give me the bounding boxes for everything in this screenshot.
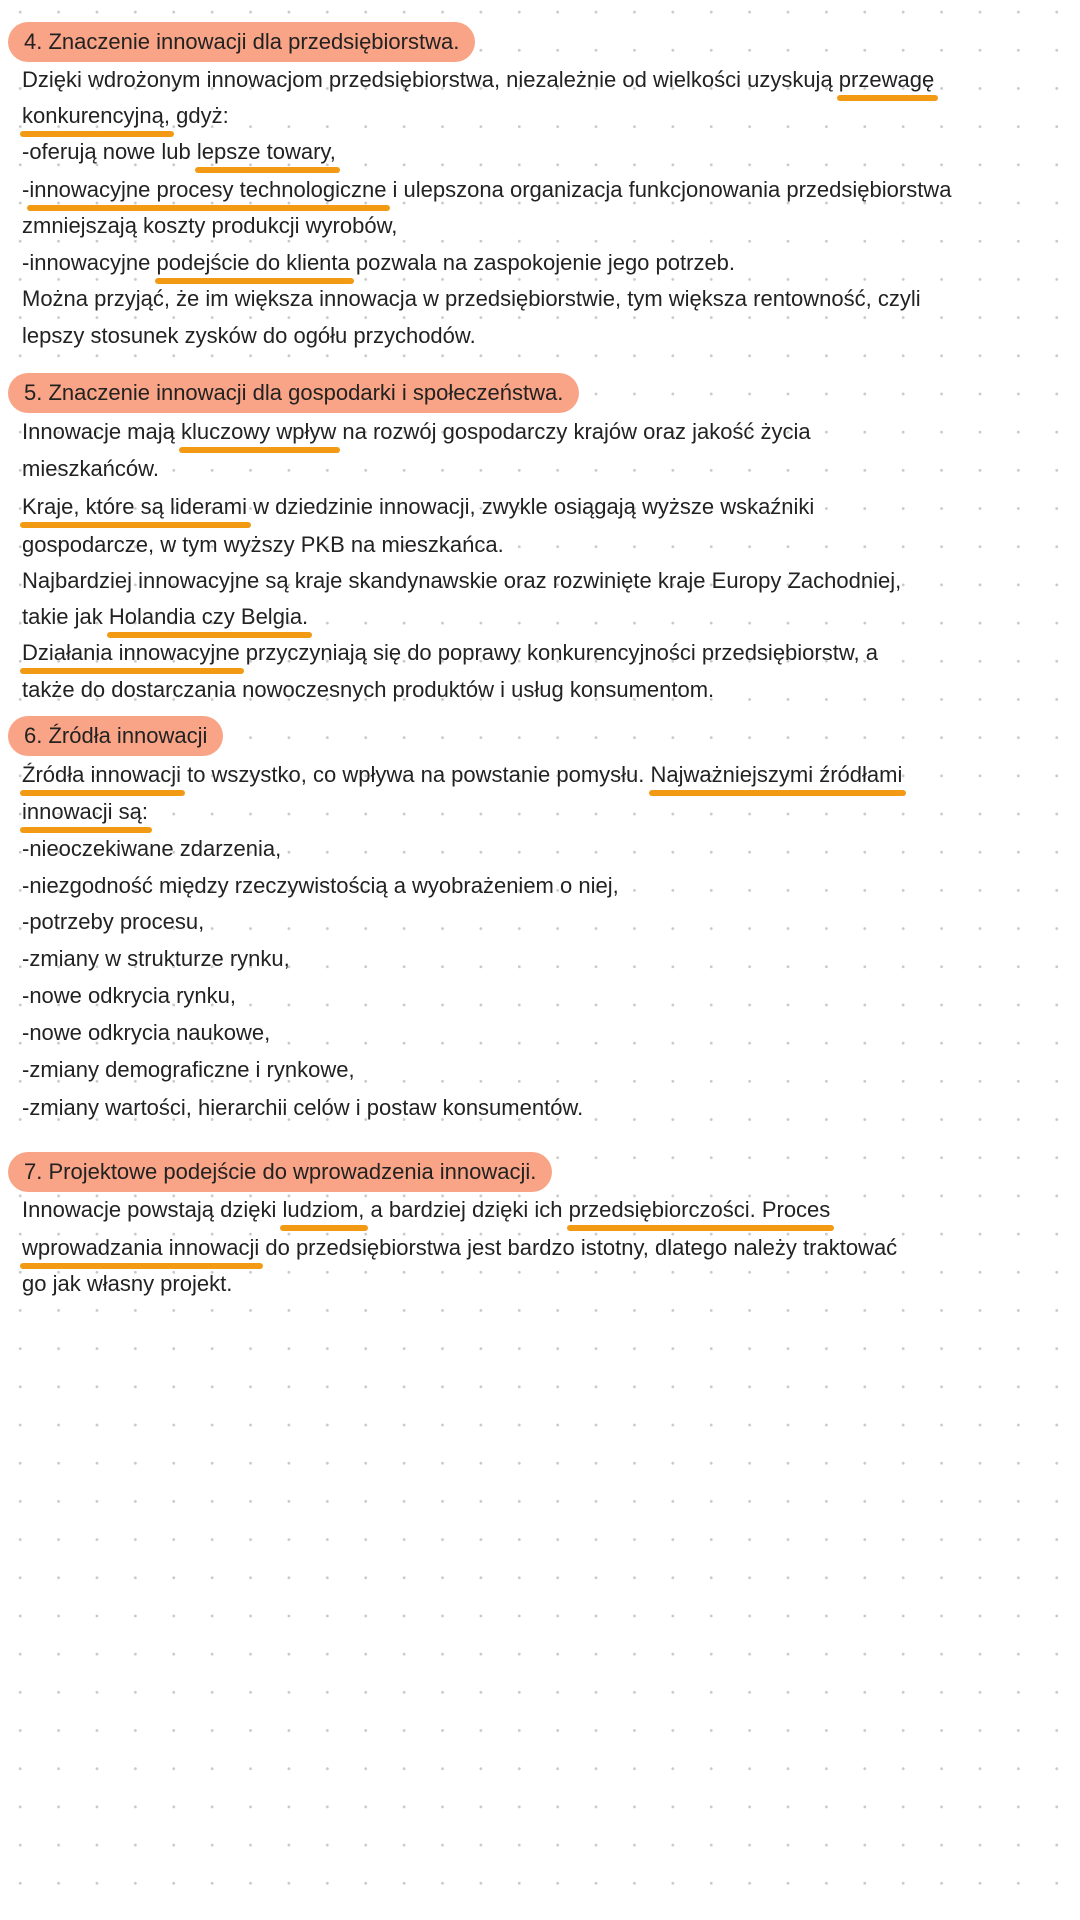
section-heading: 7. Projektowe podejście do wprowadzenia innowacji. bbox=[8, 1152, 552, 1192]
text-segment: zmniejszają koszty produkcji wyrobów, bbox=[22, 213, 398, 238]
text-segment: przyczyniają się do poprawy konkurencyjności przedsiębiorstw, a bbox=[239, 640, 878, 665]
text-segment: -zmiany w strukturze rynku, bbox=[22, 946, 290, 971]
underlined-phrase: innowacyjne procesy technologiczne bbox=[29, 177, 387, 202]
text-line bbox=[22, 1196, 830, 1224]
underlined-phrase: przedsiębiorczości. Proces bbox=[568, 1197, 831, 1222]
text-segment: -nowe odkrycia rynku, bbox=[22, 983, 236, 1008]
text-line bbox=[22, 285, 921, 313]
text-segment: i ulepszona organizacja funkcjonowania przedsiębiorstwa bbox=[386, 177, 952, 202]
text-segment: Najbardziej innowacyjne są kraje skandynawskie oraz rozwinięte kraje Europy Zachodniej, bbox=[22, 568, 902, 593]
text-line bbox=[22, 567, 901, 595]
text-line bbox=[22, 835, 281, 863]
text-line bbox=[22, 761, 902, 789]
text-line bbox=[22, 1094, 583, 1122]
text-segment: lepszy stosunek zysków do ogółu przychodów. bbox=[22, 323, 476, 348]
text-segment: -innowacyjne bbox=[22, 250, 157, 275]
text-segment: -nieoczekiwane zdarzenia, bbox=[22, 836, 282, 861]
text-segment: -nowe odkrycia naukowe, bbox=[22, 1020, 271, 1045]
text-segment: go jak własny projekt. bbox=[22, 1271, 233, 1296]
text-segment: pozwala na zaspokojenie jego potrzeb. bbox=[349, 250, 736, 275]
underlined-phrase: Działania innowacyjne bbox=[22, 640, 240, 665]
text-line bbox=[22, 322, 476, 350]
text-line bbox=[22, 418, 811, 446]
text-segment: Innowacje powstają dzięki bbox=[22, 1197, 283, 1222]
underlined-phrase: Holandia czy Belgia. bbox=[108, 604, 309, 629]
underlined-phrase: lepsze towary, bbox=[196, 139, 336, 164]
underlined-phrase: Najważniejszymi źródłami bbox=[650, 762, 903, 787]
text-line bbox=[22, 872, 619, 900]
underlined-phrase: Źródła innowacji bbox=[22, 762, 181, 787]
text-line bbox=[22, 603, 308, 631]
text-segment: mieszkańców. bbox=[22, 456, 159, 481]
text-line bbox=[22, 102, 229, 130]
text-segment: także do dostarczania nowoczesnych produktów i usług konsumentom. bbox=[22, 677, 715, 702]
section-heading: 4. Znaczenie innowacji dla przedsiębiorstwa. bbox=[8, 22, 475, 62]
underlined-phrase: przewagę bbox=[838, 67, 935, 92]
text-line bbox=[22, 138, 336, 166]
text-line bbox=[22, 982, 236, 1010]
text-segment: do przedsiębiorstwa jest bardzo istotny, dlatego należy traktować bbox=[259, 1235, 898, 1260]
text-line bbox=[22, 908, 204, 936]
text-segment: takie jak bbox=[22, 604, 109, 629]
underlined-phrase: Kraje, które są liderami bbox=[22, 494, 247, 519]
text-line bbox=[22, 1234, 897, 1262]
section-heading: 5. Znaczenie innowacji dla gospodarki i społeczeństwa. bbox=[8, 373, 579, 413]
underlined-phrase: kluczowy wpływ bbox=[180, 419, 337, 444]
underlined-phrase: ludziom, bbox=[282, 1197, 365, 1222]
text-segment: -zmiany wartości, hierarchii celów i postaw konsumentów. bbox=[22, 1095, 584, 1120]
text-line bbox=[22, 798, 148, 826]
text-line bbox=[22, 1056, 355, 1084]
text-segment: gospodarcze, w tym wyższy PKB na mieszkańca. bbox=[22, 532, 504, 557]
underlined-phrase: podejście do klienta bbox=[156, 250, 350, 275]
text-line bbox=[22, 176, 951, 204]
text-segment: gdyż: bbox=[169, 103, 229, 128]
text-line bbox=[22, 1270, 232, 1298]
text-line bbox=[22, 249, 735, 277]
text-segment: Można przyjąć, że im większa innowacja w przedsiębiorstwie, tym większa rentowność, czyli bbox=[22, 286, 921, 311]
underlined-phrase: wprowadzania innowacji bbox=[22, 1235, 260, 1260]
text-line bbox=[22, 531, 504, 559]
section-heading: 6. Źródła innowacji bbox=[8, 716, 223, 756]
underlined-phrase: konkurencyjną, bbox=[22, 103, 170, 128]
text-segment: Innowacje mają bbox=[22, 419, 181, 444]
text-segment: -potrzeby procesu, bbox=[22, 909, 205, 934]
text-segment: a bardziej dzięki ich bbox=[364, 1197, 569, 1222]
text-segment: -niezgodność między rzeczywistością a wyobrażeniem o niej, bbox=[22, 873, 619, 898]
text-line bbox=[22, 66, 934, 94]
text-line bbox=[22, 212, 397, 240]
text-segment: to wszystko, co wpływa na powstanie pomysłu. bbox=[180, 762, 651, 787]
text-segment: -zmiany demograficzne i rynkowe, bbox=[22, 1057, 355, 1082]
text-segment: -oferują nowe lub bbox=[22, 139, 197, 164]
text-line bbox=[22, 639, 878, 667]
text-line bbox=[22, 945, 290, 973]
text-line bbox=[22, 1019, 270, 1047]
text-line bbox=[22, 455, 159, 483]
text-line bbox=[22, 676, 714, 704]
text-line bbox=[22, 493, 814, 521]
underlined-phrase: innowacji są: bbox=[22, 799, 148, 824]
text-segment: na rozwój gospodarczy krajów oraz jakość życia bbox=[336, 419, 811, 444]
text-segment: w dziedzinie innowacji, zwykle osiągają wyższe wskaźniki bbox=[246, 494, 815, 519]
text-segment: - bbox=[22, 177, 30, 202]
text-segment: Dzięki wdrożonym innowacjom przedsiębiorstwa, niezależnie od wielkości uzyskują bbox=[22, 67, 839, 92]
